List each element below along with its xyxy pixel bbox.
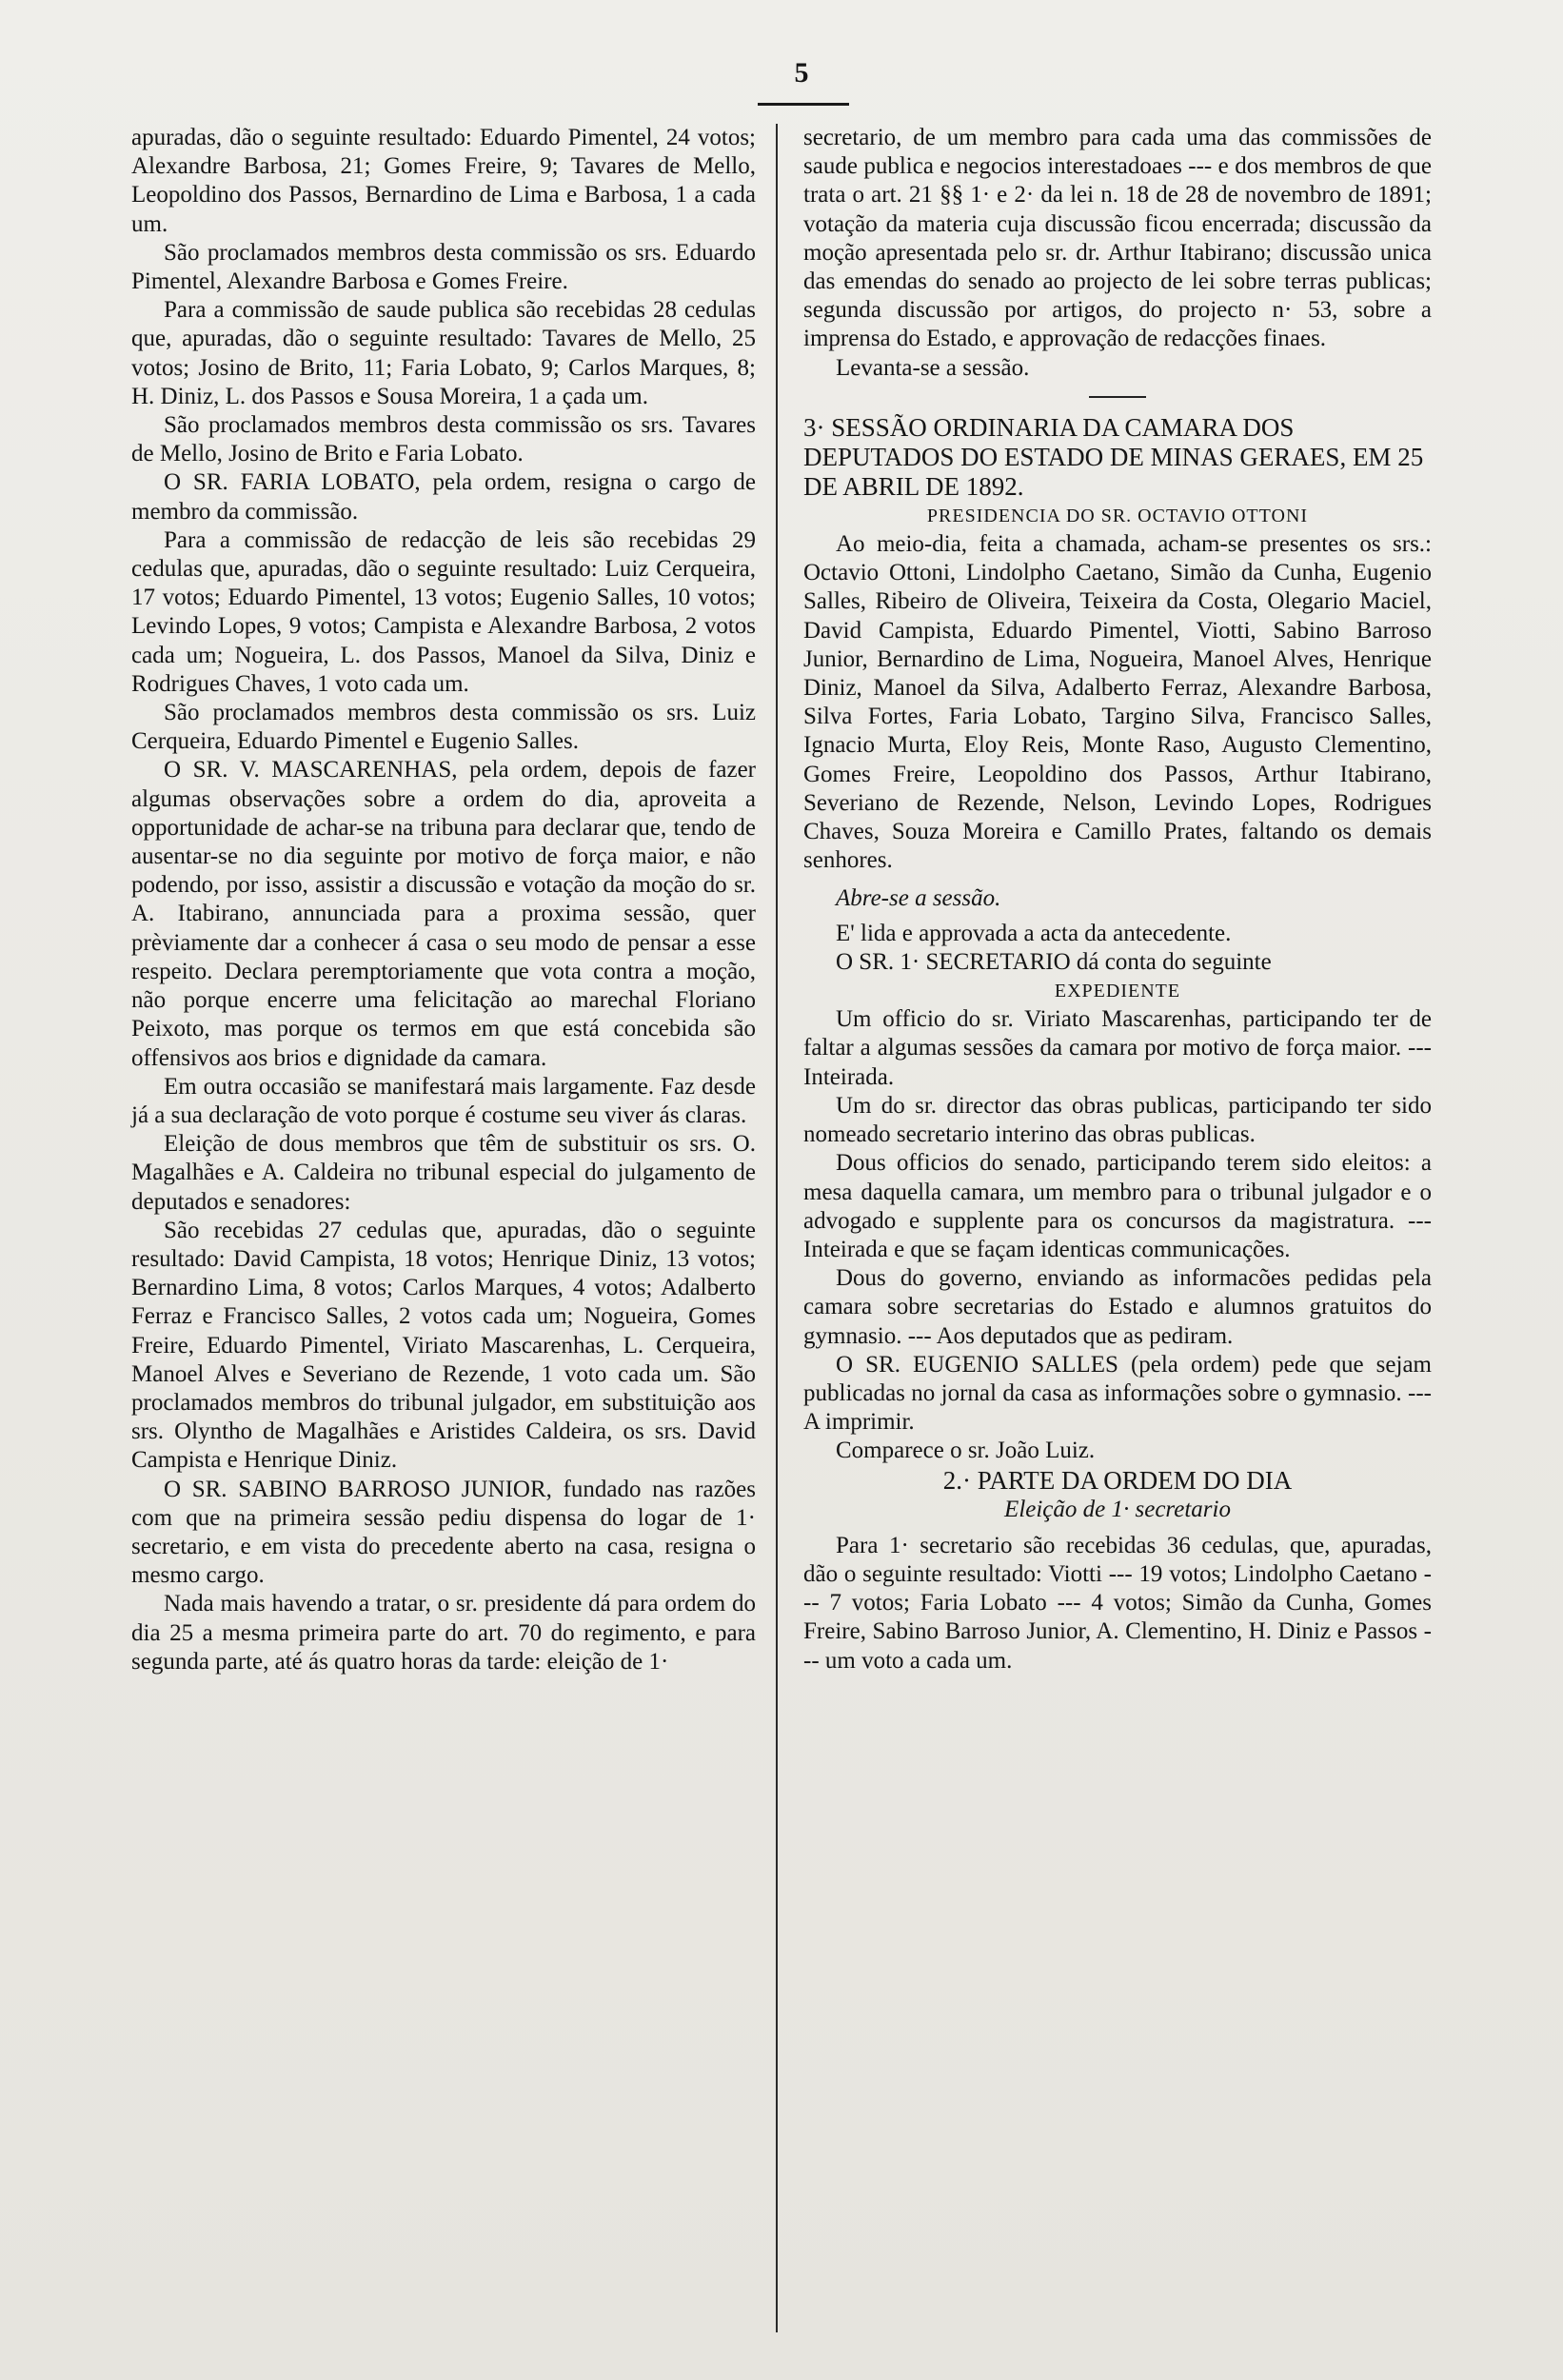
expediente-item: Dous officios do senado, participando terem sido eleitos: a mesa daquella camara, um membro para o tribunal julgador e o advogado e supplente para os concursos da magistratura. --- Inteirada e que se façam identicas communicações. <box>803 1150 1432 1262</box>
left-column <box>131 124 756 1676</box>
expediente-item: Comparece o sr. João Luiz. <box>836 1438 1096 1464</box>
expediente-item: Um do sr. director das obras publicas, participando ter sido nomeado secretario interino das obras publicas. <box>803 1092 1432 1148</box>
expediente-item: Um officio do sr. Viriato Mascarenhas, participando ter de faltar a algumas sessões da camara por motivo de força maior. --- Inteirada. <box>803 1006 1432 1090</box>
secretary-text: O SR. 1· SECRETARIO dá conta do seguinte <box>836 948 1272 975</box>
paragraph: Para a commissão de redacção de leis são recebidas 29 cedulas que, apuradas, dão o seguinte resultado: Luiz Cerqueira, 17 votos; Eduardo Pimentel, 13 votos; Eugenio Salles, 10 votos; Levindo Lopes, 9 votos; Campista e Alexandre Barbosa, 2 votos cada um; Nogueira, L. dos Passos, Manoel da Silva, Diniz e Rodrigues Chaves, 1 voto cada um. <box>131 526 756 697</box>
paragraph: São proclamados membros desta commissão os srs. Tavares de Mello, Josino de Brito e Faria Lobato. <box>131 412 756 467</box>
paragraph: O SR. V. MASCARENHAS, pela ordem, depois de fazer algumas observações sobre a ordem do dia, aproveita a opportunidade de achar-se na tribuna para declarar que, tendo de ausentar-se no dia seguinte por motivo de força maior, e não podendo, por isso, assistir a discussão e votação da moção do sr. A. Itabirano, annunciada para a proxima sessão, quer prèviamente dar a conhecer á casa o seu modo de pensar a esse respeito. Declara peremptoriamente que vota contra a moção, não porque encerre uma felicitação ao marechal Floriano Peixoto, mas porque os termos em que está concebida são offensivos aos brios e dignidade da camara. <box>131 757 756 1071</box>
paragraph: Eleição de dous membros que têm de substituir os srs. O. Magalhães e A. Caldeira no tribunal especial do julgamento de deputados e senadores: <box>131 1131 756 1215</box>
section-rule <box>1089 396 1146 398</box>
election-heading: Eleição de 1· secretario <box>1004 1496 1231 1522</box>
expediente-item: O SR. EUGENIO SALLES (pela ordem) pede que sejam publicadas no jornal da casa as informações sobre o gymnasio. --- A imprimir. <box>803 1351 1432 1436</box>
page-number: 5 <box>794 57 809 89</box>
page-number-rule <box>758 103 849 106</box>
right-column <box>803 124 1432 1676</box>
election-result: Para 1· secretario são recebidas 36 cedulas, que, apuradas, dão o seguinte resultado: Viotti --- 19 votos; Lindolpho Caetano --- 7 votos; Faria Lobato --- 4 votos; Simão da Cunha, Gomes Freire, Sabino Barroso Junior, A. Clementino, H. Diniz e Passos --- um voto a cada um. <box>803 1532 1432 1674</box>
session-title: 3· SESSÃO ORDINARIA DA CAMARA DOS DEPUTADOS DO ESTADO DE MINAS GERAES, EM 25 DE ABRIL DE 1892. <box>803 412 1424 501</box>
paragraph: São proclamados membros desta commissão os srs. Luiz Cerqueira, Eduardo Pimentel e Eugenio Salles. <box>131 700 756 755</box>
part-heading: 2.· PARTE DA ORDEM DO DIA <box>942 1465 1293 1495</box>
paragraph: O SR. FARIA LOBATO, pela ordem, resigna o cargo de membro da commissão. <box>131 469 756 525</box>
paragraph: Nada mais havendo a tratar, o sr. presidente dá para ordem do dia 25 a mesma primeira parte do art. 70 do regimento, e para segunda parte, até ás quatro horas da tarde: eleição de 1· <box>131 1591 756 1675</box>
minutes-text: E' lida e approvada a acta da antecedente. <box>836 920 1232 946</box>
roll-call-paragraph: Ao meio-dia, feita a chamada, acham-se presentes os srs.: Octavio Ottoni, Lindolpho Caetano, Simão da Cunha, Eugenio Salles, Ribeiro de Oliveira, Teixeira da Costa, Olegario Maciel, David Campista, Eduardo Pimentel, Viotti, Sabino Barroso Junior, Bernardino de Lima, Nogueira, Manoel Alves, Henrique Diniz, Manoel da Silva, Adalberto Ferraz, Alexandre Barbosa, Silva Fortes, Faria Lobato, Targino Silva, Francisco Salles, Ignacio Murta, Eloy Reis, Monte Raso, Augusto Clementino, Gomes Freire, Leopoldino dos Passos, Arthur Itabirano, Severiano de Rezende, Nelson, Levindo Lopes, Rodrigues Chaves, Souza Moreira e Camillo Prates, faltando os demais senhores. <box>803 531 1432 874</box>
paragraph: secretario, de um membro para cada uma das commissões de saude publica e negocios interestadoaes --- e dos membros de que trata o art. 21 §§ 1· e 2· da lei n. 18 de 28 de novembro de 1891; votação da materia cuja discussão ficou encerrada; discussão da moção apresentada pelo sr. dr. Arthur Itabirano; discussão unica das emendas do senado ao projecto de lei sobre terras publicas; segunda discussão por artigos, do projecto n· 53, sobre a imprensa do Estado, e approvação de redacções finaes. <box>803 125 1432 352</box>
paragraph: São proclamados membros desta commissão os srs. Eduardo Pimentel, Alexandre Barbosa e Gomes Freire. <box>131 239 756 295</box>
presidency-line: PRESIDENCIA DO SR. OCTAVIO OTTONI <box>926 505 1309 526</box>
paragraph: O SR. SABINO BARROSO JUNIOR, fundado nas razões com que na primeira sessão pediu dispensa do logar de 1· secretario, e em vista do precedente aberto na casa, resigna o mesmo cargo. <box>131 1476 756 1589</box>
paragraph: apuradas, dão o seguinte resultado: Eduardo Pimentel, 24 votos; Alexandre Barbosa, 21; Gomes Freire, 9; Tavares de Mello, Leopoldino dos Passos, Bernardino de Lima e Barbosa, 1 a cada um. <box>131 125 756 237</box>
expediente-heading: EXPEDIENTE <box>1054 981 1181 1002</box>
adjourn-text: Levanta-se a sessão. <box>836 354 1030 381</box>
paragraph: São recebidas 27 cedulas que, apuradas, dão o seguinte resultado: David Campista, 18 votos; Henrique Diniz, 13 votos; Bernardino Lima, 8 votos; Carlos Marques, 4 votos; Adalberto Ferraz e Francisco Salles, 2 votos cada um; Nogueira, Gomes Freire, Eduardo Pimentel, Viriato Mascarenhas, L. Cerqueira, Manoel Alves e Severiano de Rezende, 1 voto cada um. São proclamados membros do tribunal julgador, em substituição aos srs. Olyntho de Magalhães e Aristides Caldeira, os srs. David Campista e Henrique Diniz. <box>131 1217 756 1474</box>
expediente-item: Dous do governo, enviando as informacões pedidas pela camara sobre secretarias do Estado e alumnos gratuitos do gymnasio. --- Aos deputados que as pediram. <box>803 1265 1432 1349</box>
column-divider <box>776 124 778 2332</box>
paragraph: Em outra occasião se manifestará mais largamente. Faz desde já a sua declaração de voto porque é costume seu viver ás claras. <box>131 1073 756 1128</box>
opening-text: Abre-se a sessão. <box>836 885 1001 912</box>
paragraph: Para a commissão de saude publica são recebidas 28 cedulas que, apuradas, dão o seguinte resultado: Tavares de Mello, 25 votos; Josino de Brito, 11; Faria Lobato, 9; Carlos Marques, 8; H. Diniz, L. dos Passos e Sousa Moreira, 1 a çada um. <box>131 297 756 409</box>
